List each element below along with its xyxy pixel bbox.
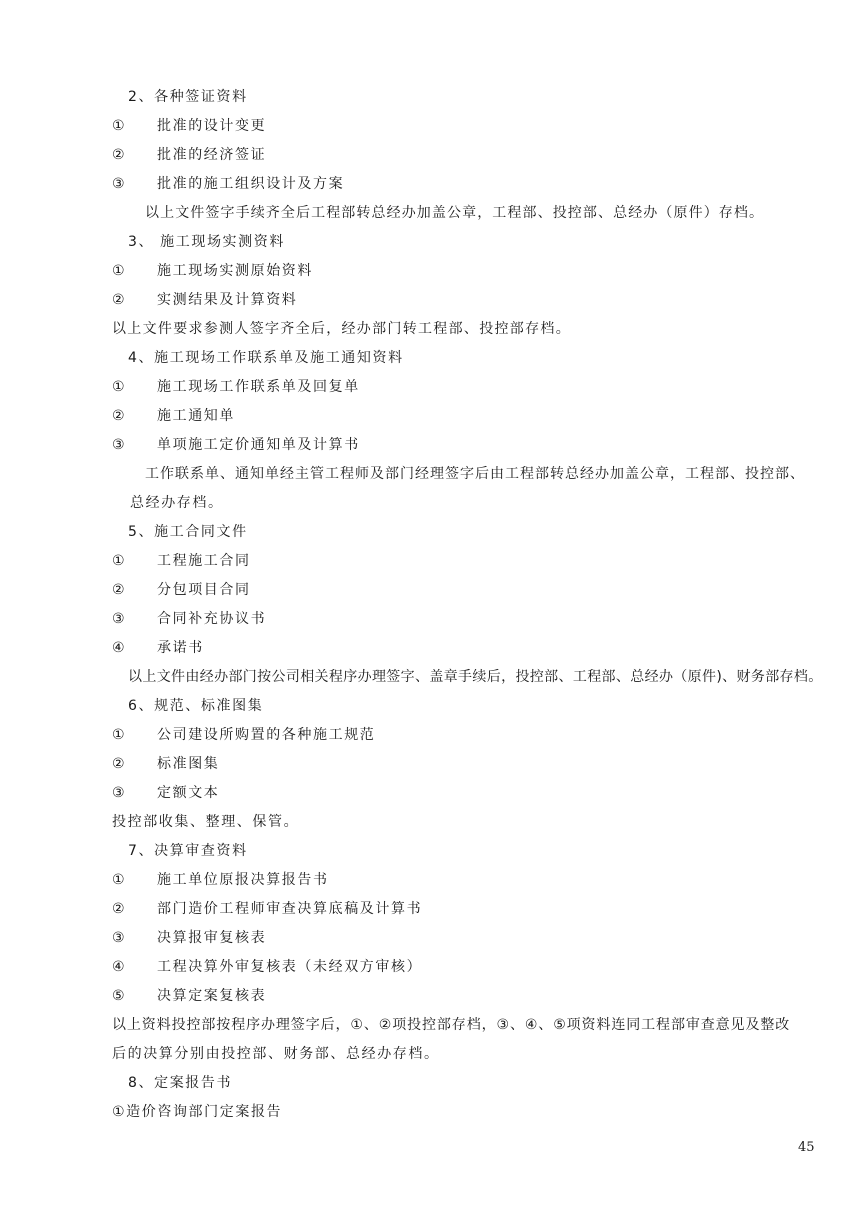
list-item: 定额文本: [157, 785, 220, 801]
section-heading: 3、 施工现场实测资料: [128, 234, 285, 250]
list-item: 批准的经济签证: [157, 147, 267, 163]
section-note: ①造价咨询部门定案报告: [112, 1104, 283, 1120]
section-heading: 7、决算审查资料: [128, 843, 248, 859]
section-heading: 8、定案报告书: [128, 1075, 233, 1091]
item-number: ④: [112, 959, 125, 975]
list-item: 标准图集: [157, 756, 220, 772]
list-item: 施工现场实测原始资料: [157, 263, 313, 279]
item-number: ③: [112, 176, 125, 192]
item-number: ①: [112, 379, 125, 395]
item-number: ②: [112, 756, 125, 772]
section-heading: 5、施工合同文件: [128, 524, 248, 540]
page-number: 45: [798, 1140, 815, 1155]
item-number: ⑤: [112, 988, 125, 1004]
list-item: 承诺书: [157, 640, 204, 656]
item-number: ②: [112, 408, 125, 424]
item-number: ③: [112, 437, 125, 453]
item-number: ③: [112, 930, 125, 946]
section-note: 以上资料投控部按程序办理签字后，①、②项投控部存档，③、④、⑤项资料连同工程部审查意见及整改: [112, 1017, 791, 1033]
list-item: 工程决算外审复核表（未经双方审核）: [157, 959, 423, 975]
section-heading: 4、施工现场工作联系单及施工通知资料: [128, 350, 404, 366]
list-item: 施工现场工作联系单及回复单: [157, 379, 360, 395]
item-number: ②: [112, 292, 125, 308]
list-item: 部门造价工程师审查决算底稿及计算书: [157, 901, 423, 917]
section-note: 后的决算分别由投控部、财务部、总经办存档。: [112, 1046, 440, 1062]
item-number: ②: [112, 147, 125, 163]
section-note: 工作联系单、通知单经主管工程师及部门经理签字后由工程部转总经办加盖公章，工程部、投控部、: [145, 466, 805, 482]
section-note: 总经办存档。: [130, 495, 224, 511]
list-item: 施工通知单: [157, 408, 235, 424]
section-note: 投控部收集、整理、保管。: [112, 814, 300, 830]
item-number: ①: [112, 553, 125, 569]
item-number: ②: [112, 901, 125, 917]
item-number: ④: [112, 640, 125, 656]
list-item: 施工单位原报决算报告书: [157, 872, 329, 888]
list-item: 决算报审复核表: [157, 930, 267, 946]
list-item: 决算定案复核表: [157, 988, 267, 1004]
section-note: 以上文件签字手续齐全后工程部转总经办加盖公章，工程部、投控部、总经办（原件）存档。: [145, 205, 765, 221]
item-number: ③: [112, 785, 125, 801]
list-item: 批准的施工组织设计及方案: [157, 176, 345, 192]
item-number: ②: [112, 582, 125, 598]
list-item: 公司建设所购置的各种施工规范: [157, 727, 376, 743]
item-number: ①: [112, 872, 125, 888]
list-item: 分包项目合同: [157, 582, 251, 598]
list-item: 批准的设计变更: [157, 118, 267, 134]
list-item: 合同补充协议书: [157, 611, 267, 627]
list-item: 工程施工合同: [157, 553, 251, 569]
section-note: 以上文件要求参测人签字齐全后，经办部门转工程部、投控部存档。: [112, 321, 571, 337]
list-item: 实测结果及计算资料: [157, 292, 298, 308]
section-note: 以上文件由经办部门按公司相关程序办理签字、盖章手续后，投控部、工程部、总经办（原件)、财务部存档。: [128, 669, 823, 685]
section-heading: 2、各种签证资料: [128, 89, 248, 105]
item-number: ③: [112, 611, 125, 627]
section-heading: 6、规范、标准图集: [128, 698, 264, 714]
item-number: ①: [112, 263, 125, 279]
item-number: ①: [112, 727, 125, 743]
item-number: ①: [112, 118, 125, 134]
list-item: 单项施工定价通知单及计算书: [157, 437, 360, 453]
